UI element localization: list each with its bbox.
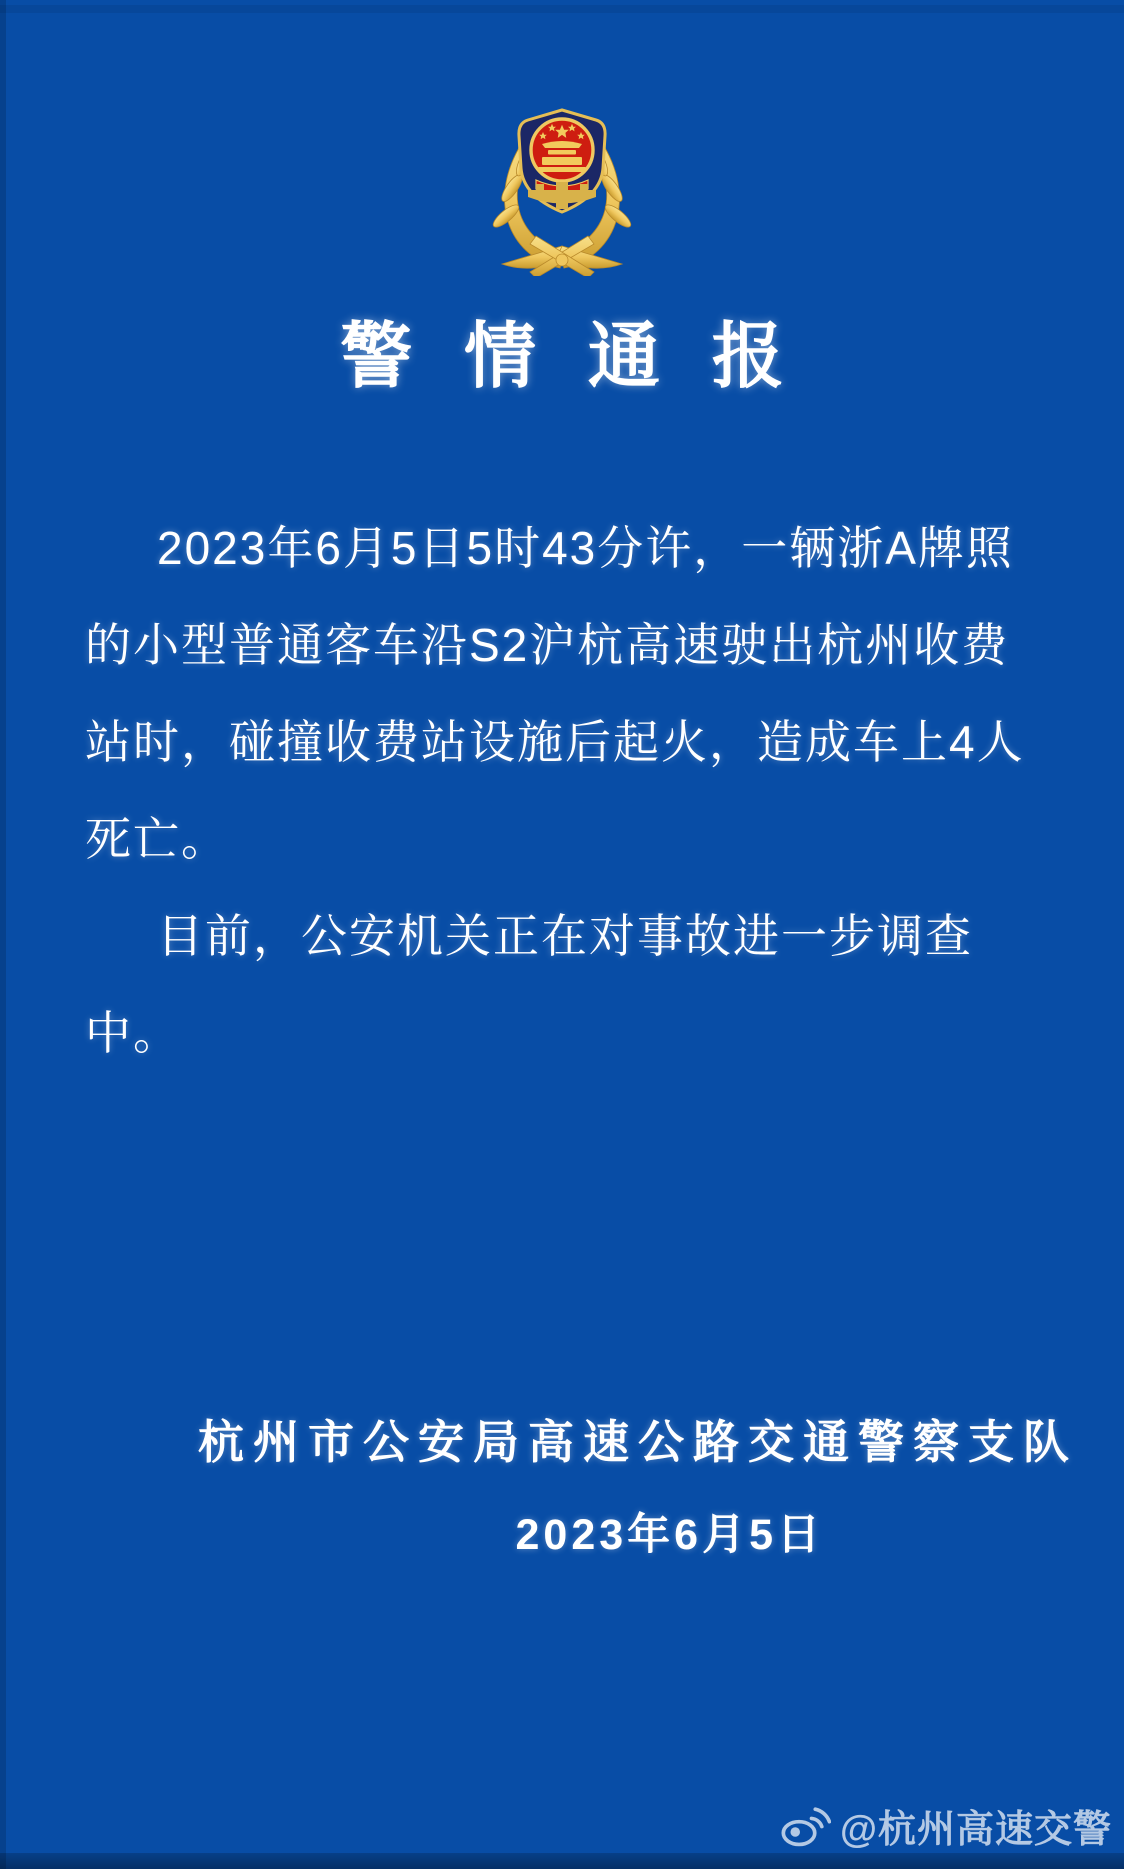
- signature-unit: 杭州市公安局高速公路交通警察支队: [198, 1416, 1078, 1468]
- body-line: 站时，碰撞收费站设施后起火，造成车上4人: [85, 716, 1025, 768]
- watermark: [779, 1798, 1112, 1853]
- body-line: 目前，公安机关正在对事故进一步调查: [157, 910, 973, 962]
- emblem-ribbon-wall: [528, 180, 596, 209]
- signature-date: 2023年6月5日: [515, 1511, 824, 1559]
- body-line: 死亡。: [85, 813, 229, 865]
- police-badge-emblem: [472, 96, 652, 276]
- notice-body: [85, 500, 1040, 1082]
- emblem-national-disc: [531, 119, 593, 181]
- body-line: 的小型普通客车沿S2沪杭高速驶出杭州收费: [85, 619, 1010, 671]
- left-shade: [0, 0, 6, 1869]
- top-shade: [0, 5, 1124, 13]
- weibo-icon: [779, 1804, 831, 1848]
- watermark-account: @杭州高速交警: [839, 1809, 1112, 1851]
- body-line: 中。: [85, 1007, 181, 1059]
- body-line: 2023年6月5日5时43分许，一辆浙A牌照: [157, 522, 1014, 574]
- bottom-shade: [0, 1853, 1124, 1869]
- notice-title: 警情通报: [340, 317, 836, 397]
